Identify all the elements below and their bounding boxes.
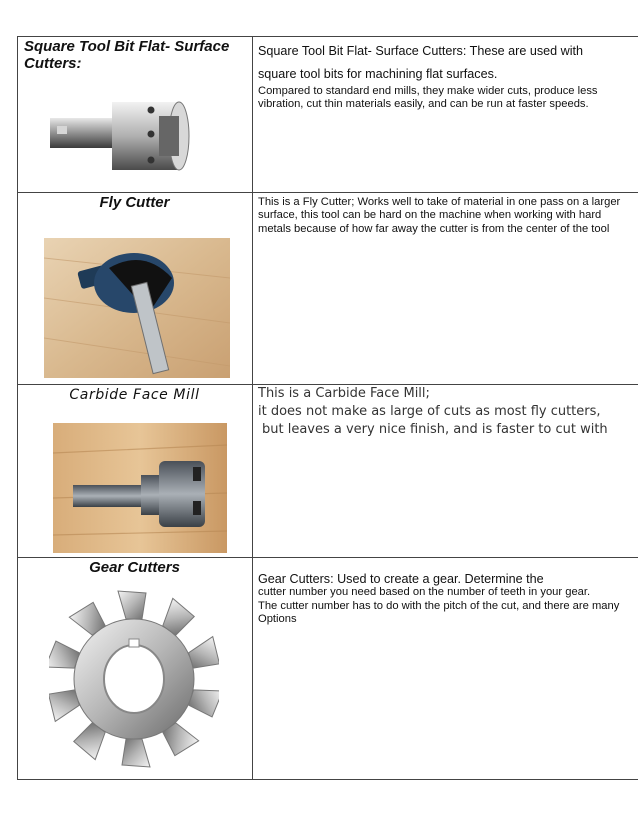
row-divider [17,192,638,193]
description-line: Compared to standard end mills, they make wider cuts, produce less vibration, cut thin materials easily, and can be run at faster speeds. [258,84,598,111]
table-border-bottom [17,779,638,780]
row-description [258,45,633,112]
row-title: Gear Cutters [89,559,180,576]
description-line: but leaves a very nice finish, and is faster to cut with [262,422,608,437]
row-description [258,573,636,627]
gear-cutter-image [49,584,219,774]
row-description [258,385,636,439]
description-line: Gear Cutters: Used to create a gear. Determine the [258,572,544,586]
tool-table [17,36,638,780]
description-line: cutter number you need based on the number of teeth in your gear. [258,586,591,599]
description-line: The cutter number has to do with the pitch of the cut, and there are many Options [258,599,620,626]
column-divider [252,36,253,780]
row-title: Square Tool Bit Flat- Surface Cutters: [24,38,230,72]
fly-cutter-photo [44,238,230,378]
carbide-face-mill-photo [53,423,227,553]
description-line: it does not make as large of cuts as most fly cutters, [258,404,601,419]
table-border-top [17,36,638,37]
row-title: Carbide Face Mill [69,387,200,403]
row-description: This is a Fly Cutter; Works well to take of material in one pass on a larger surface, this tool can be hard on the machine when working with hard metals because of how far away the cutter is from the center of the tool [258,196,621,235]
row-title: Fly Cutter [99,194,170,211]
description-line: square tool bits for machining flat surfaces. [258,67,498,82]
description-line: This is a Carbide Face Mill; [258,386,430,401]
square-tool-bit-cutter-image [47,94,197,174]
description-line: Square Tool Bit Flat- Surface Cutters: These are used with [258,44,584,58]
row-divider [17,557,638,558]
table-border-left [17,36,18,780]
